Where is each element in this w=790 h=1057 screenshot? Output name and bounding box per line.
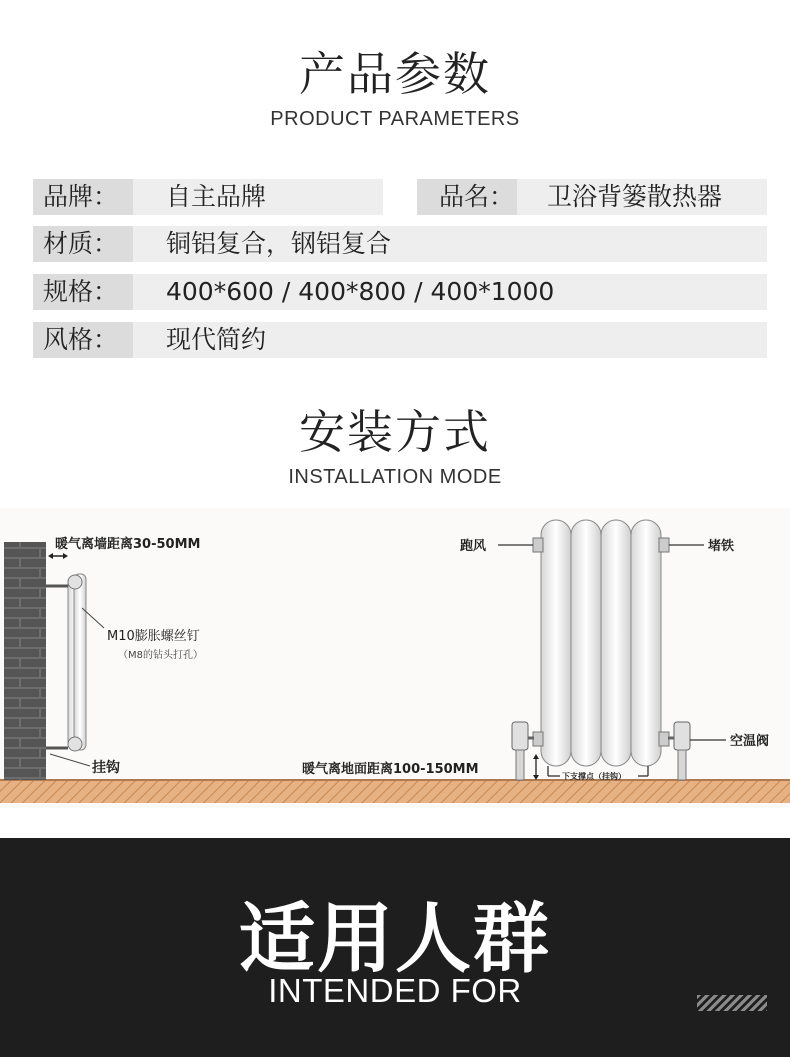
floor xyxy=(0,780,790,803)
install-section-header xyxy=(0,396,790,489)
bolt-note: （M8的钻头打孔） xyxy=(118,650,203,661)
style-label: 风格： xyxy=(33,322,133,358)
brand-label: 品牌： xyxy=(33,179,133,215)
spec-label: 规格： xyxy=(33,274,133,310)
valve-label: 空温阀 xyxy=(730,734,770,749)
material-label: 材质： xyxy=(33,226,133,262)
spec-row xyxy=(33,274,767,310)
material-value: 铜铝复合，钢铝复合 xyxy=(166,229,392,258)
brick-wall xyxy=(4,542,46,780)
bolt-label: M10膨胀螺丝钉 xyxy=(107,629,200,644)
install-subtitle: INSTALLATION MODE xyxy=(288,466,502,488)
air-vent-label: 跑风 xyxy=(460,539,487,554)
params-subtitle: PRODUCT PARAMETERS xyxy=(270,108,520,130)
params-section-header xyxy=(0,38,790,131)
wall-distance-label: 暖气离墙距离30-50MM xyxy=(55,537,201,552)
floor-distance-label: 暖气离地面距离100-150MM xyxy=(302,762,479,777)
plug-label: 堵铁 xyxy=(708,539,735,554)
hook-label: 挂钩 xyxy=(92,760,120,776)
brand-row xyxy=(33,179,383,215)
intended-subtitle: INTENDED FOR xyxy=(268,972,522,1009)
product-name-label: 品名： xyxy=(417,179,517,215)
install-title: 安装方式 xyxy=(299,405,491,459)
decorative-hatch xyxy=(697,995,767,1011)
support-point-label: 下支撑点（挂钩） xyxy=(562,772,626,781)
style-value: 现代简约 xyxy=(166,325,267,354)
radiator-front-view xyxy=(533,520,669,766)
style-row xyxy=(33,322,767,358)
intended-title: 适用人群 xyxy=(239,894,551,983)
material-row xyxy=(33,226,767,262)
product-name-row xyxy=(417,179,767,215)
installation-diagram xyxy=(0,508,790,808)
params-title: 产品参数 xyxy=(299,47,491,101)
spec-value: 400*600 / 400*800 / 400*1000 xyxy=(166,277,555,306)
product-name-value: 卫浴背篓散热器 xyxy=(547,182,723,211)
brand-value: 自主品牌 xyxy=(166,182,267,211)
